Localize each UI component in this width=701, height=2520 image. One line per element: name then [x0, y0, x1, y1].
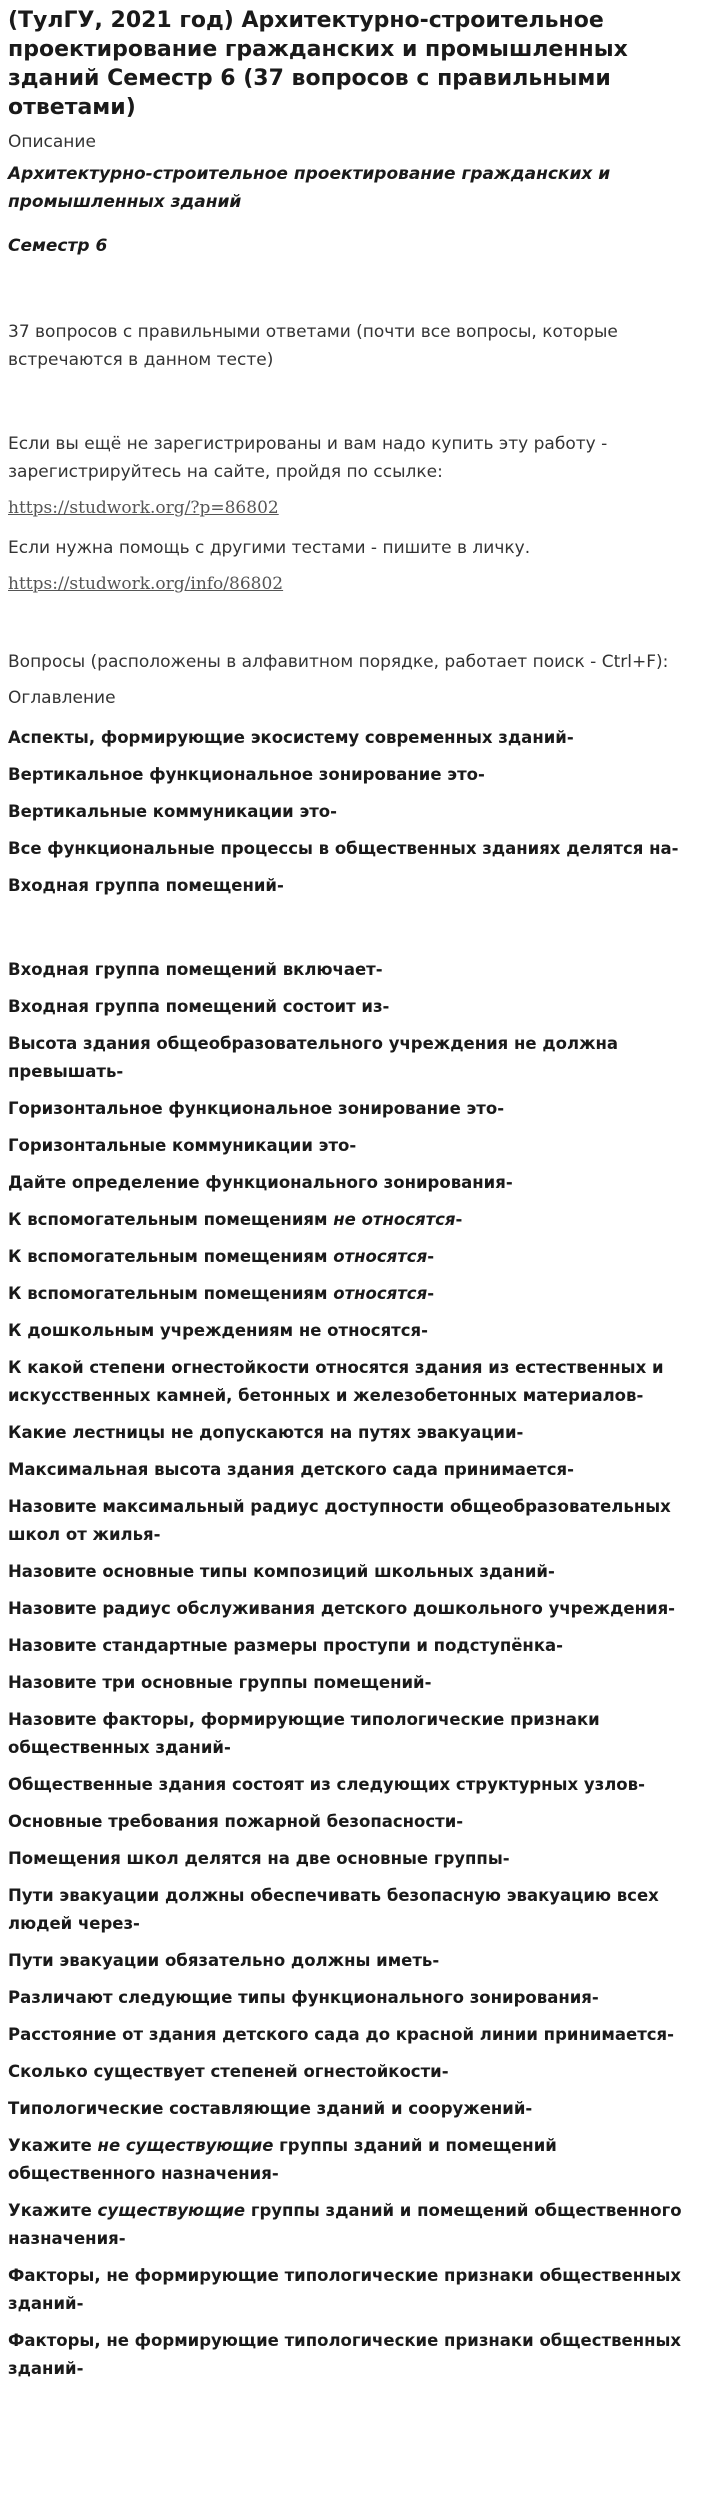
toc-item[interactable] — [8, 956, 695, 984]
table-of-contents — [8, 724, 695, 2383]
toc-item[interactable] — [8, 724, 695, 752]
questions-intro: Вопросы (расположены в алфавитном порядке, работает поиск - Ctrl+F): — [8, 652, 669, 672]
toc-item-text: Основные требования пожарной безопасности- — [8, 1812, 464, 1831]
toc-item[interactable] — [8, 1243, 695, 1271]
toc-item-text: Пути эвакуации обязательно должны иметь- — [8, 1951, 440, 1970]
toc-item-text: Аспекты, формирующие экосистему современных зданий- — [8, 728, 574, 747]
toc-item[interactable] — [8, 1984, 695, 2012]
toc-item-text: К вспомогательным помещениям — [8, 1210, 334, 1229]
toc-item-text: Назовите факторы, формирующие типологические признаки общественных зданий- — [8, 1710, 600, 1757]
toc-item-text: Общественные здания состоят из следующих структурных узлов- — [8, 1775, 645, 1794]
toc-item-text: Входная группа помещений- — [8, 876, 284, 895]
toc-item[interactable] — [8, 1206, 695, 1234]
toc-item-emphasis: относятся — [333, 1247, 428, 1266]
subject-name: Архитектурно-строительное проектирование гражданских и промышленных зданий — [8, 164, 611, 212]
toc-item[interactable] — [8, 1030, 695, 1086]
toc-item-text: Какие лестницы не допускаются на путях эвакуации- — [8, 1423, 524, 1442]
help-text: Если нужна помощь с другими тестами - пишите в личку. — [8, 538, 531, 558]
toc-item-emphasis: не существующие — [97, 2136, 274, 2155]
toc-item-text: Входная группа помещений включает- — [8, 960, 383, 979]
toc-item-text: Максимальная высота здания детского сада принимается- — [8, 1460, 574, 1479]
toc-item[interactable] — [8, 1558, 695, 1586]
intro-text: 37 вопросов с правильными ответами (почти все вопросы, которые встречаются в данном тесте) — [8, 322, 618, 370]
toc-item[interactable] — [8, 1669, 695, 1697]
toc-item-text: Различают следующие типы функционального зонирования- — [8, 1988, 599, 2007]
toc-item-text: Назовите максимальный радиус доступности общеобразовательных школ от жилья- — [8, 1497, 671, 1544]
toc-item[interactable] — [8, 1947, 695, 1975]
toc-item-emphasis: существующие — [97, 2201, 246, 2220]
toc-item-text: К какой степени огнестойкости относятся здания из естественных и искусственных камней, бетонных и железобетонных материалов- — [8, 1358, 664, 1405]
toc-item-text: Расстояние от здания детского сада до красной линии принимается- — [8, 2025, 675, 2044]
toc-item-text: Факторы, не формирующие типологические признаки общественных зданий- — [8, 2331, 682, 2378]
toc-item[interactable] — [8, 1706, 695, 1762]
toc-item-text: К вспомогательным помещениям — [8, 1284, 334, 1303]
toc-item[interactable] — [8, 1845, 695, 1873]
toc-item[interactable] — [8, 2095, 695, 2123]
toc-item[interactable] — [8, 2262, 695, 2318]
toc-item-text: Укажите — [8, 2136, 98, 2155]
toc-item-text: Факторы, не формирующие типологические признаки общественных зданий- — [8, 2266, 682, 2313]
toc-item-emphasis: не относятся — [333, 1210, 456, 1229]
toc-item[interactable] — [8, 1808, 695, 1836]
toc-item-text: Типологические составляющие зданий и сооружений- — [8, 2099, 533, 2118]
toc-item[interactable] — [8, 1632, 695, 1660]
toc-item-text: Помещения школ делятся на две основные группы- — [8, 1849, 510, 1868]
toc-label: Оглавление — [8, 688, 116, 708]
register-text: Если вы ещё не зарегистрированы и вам надо купить эту работу - зарегистрируйтесь на сайте, пройдя по ссылке: — [8, 434, 608, 482]
toc-item-text: Дайте определение функционального зонирования- — [8, 1173, 513, 1192]
toc-item[interactable] — [8, 1771, 695, 1799]
toc-item-text: Назовите три основные группы помещений- — [8, 1673, 432, 1692]
toc-item[interactable] — [8, 798, 695, 826]
toc-item[interactable] — [8, 1132, 695, 1160]
toc-item-text: К дошкольным учреждениям не относятся- — [8, 1321, 428, 1340]
toc-item-text: К вспомогательным помещениям — [8, 1247, 334, 1266]
toc-item[interactable] — [8, 1354, 695, 1410]
toc-item[interactable] — [8, 1169, 695, 1197]
toc-item[interactable] — [8, 2327, 695, 2383]
toc-item-text: Назовите радиус обслуживания детского дошкольного учреждения- — [8, 1599, 676, 1618]
page-title: (ТулГУ, 2021 год) Архитектурно-строительное проектирование гражданских и промышленных зданий Семестр 6 (37 вопросов с правильными ответами) — [8, 8, 628, 120]
toc-item[interactable] — [8, 2021, 695, 2049]
toc-item-text: Горизонтальные коммуникации это- — [8, 1136, 357, 1155]
toc-item[interactable] — [8, 761, 695, 789]
toc-item-text: Горизонтальное функциональное зонирование это- — [8, 1099, 505, 1118]
toc-item[interactable] — [8, 1419, 695, 1447]
description-label: Описание — [8, 132, 96, 152]
toc-item-text: Вертикальное функциональное зонирование это- — [8, 765, 485, 784]
toc-item-text: Назовите основные типы композиций школьных зданий- — [8, 1562, 555, 1581]
toc-item[interactable] — [8, 2132, 695, 2188]
toc-item-text: Пути эвакуации должны обеспечивать безопасную эвакуацию всех людей через- — [8, 1886, 659, 1933]
toc-item[interactable] — [8, 2058, 695, 2086]
toc-item-emphasis: относятся — [333, 1284, 428, 1303]
toc-item-suffix: - — [427, 1284, 435, 1303]
toc-item[interactable] — [8, 1456, 695, 1484]
toc-item-text: Все функциональные процессы в общественных зданиях делятся на- — [8, 839, 679, 858]
toc-item-text: Входная группа помещений состоит из- — [8, 997, 390, 1016]
toc-item-suffix: группы зданий и помещений общественного назначения- — [8, 2201, 682, 2248]
toc-item-text: Сколько существует степеней огнестойкости- — [8, 2062, 449, 2081]
toc-item-suffix: - — [427, 1247, 435, 1266]
help-link[interactable]: https://studwork.org/info/86802 — [8, 574, 284, 594]
toc-item[interactable] — [8, 1317, 695, 1345]
toc-item[interactable] — [8, 993, 695, 1021]
toc-item[interactable] — [8, 835, 695, 863]
toc-item-text: Вертикальные коммуникации это- — [8, 802, 337, 821]
toc-item-text: Высота здания общеобразовательного учреждения не должна превышать- — [8, 1034, 619, 1081]
register-link[interactable]: https://studwork.org/?p=86802 — [8, 498, 279, 518]
toc-item-text: Назовите стандартные размеры проступи и подступёнка- — [8, 1636, 564, 1655]
toc-item-suffix: группы зданий и помещений общественного назначения- — [8, 2136, 557, 2183]
toc-item[interactable] — [8, 1882, 695, 1938]
toc-item[interactable] — [8, 1595, 695, 1623]
semester-label: Семестр 6 — [8, 236, 108, 256]
toc-item[interactable] — [8, 1095, 695, 1123]
toc-item-suffix: - — [455, 1210, 463, 1229]
toc-item[interactable] — [8, 1280, 695, 1308]
toc-item-text: Укажите — [8, 2201, 98, 2220]
toc-item[interactable] — [8, 872, 695, 900]
toc-item[interactable] — [8, 1493, 695, 1549]
toc-item[interactable] — [8, 2197, 695, 2253]
